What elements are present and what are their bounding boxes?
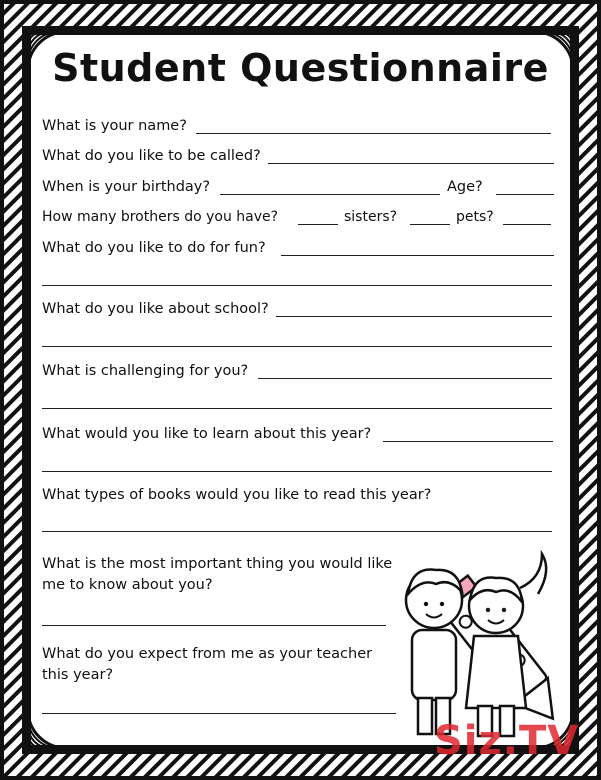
watermark: Siz.TV: [434, 718, 580, 764]
page-title: Student Questionnaire: [52, 46, 549, 90]
answer-line-important[interactable]: [42, 625, 386, 626]
answer-line-sisters[interactable]: [410, 224, 450, 225]
answer-line-called[interactable]: [268, 163, 554, 164]
question-books: What types of books would you like to read this year?: [42, 487, 432, 503]
answer-line-expect[interactable]: [42, 713, 396, 714]
answer-line-learn[interactable]: [383, 441, 553, 442]
answer-line-pets[interactable]: [503, 224, 551, 225]
answer-line-books[interactable]: [42, 531, 552, 532]
answer-line-challenging-2[interactable]: [42, 408, 552, 409]
question-important-line1: What is the most important thing you would like: [42, 556, 393, 572]
corner-rosette-icon: [26, 704, 72, 750]
answer-line-challenging[interactable]: [258, 378, 552, 379]
question-called: What do you like to be called?: [42, 148, 261, 164]
answer-line-learn-2[interactable]: [42, 471, 552, 472]
question-age: Age?: [447, 179, 483, 195]
question-name: What is your name?: [42, 118, 187, 134]
question-school: What do you like about school?: [42, 301, 269, 317]
question-learn: What would you like to learn about this year?: [42, 426, 372, 442]
question-brothers: How many brothers do you have?: [42, 209, 279, 225]
answer-line-fun[interactable]: [281, 255, 554, 256]
question-pets: pets?: [456, 209, 494, 225]
question-expect-line1: What do you expect from me as your teacher: [42, 646, 373, 662]
answer-line-school-2[interactable]: [42, 346, 552, 347]
answer-line-birthday[interactable]: [220, 194, 440, 195]
question-challenging: What is challenging for you?: [42, 363, 249, 379]
question-important-line2: me to know about you?: [42, 577, 213, 593]
answer-line-age[interactable]: [496, 194, 554, 195]
question-birthday: When is your birthday?: [42, 179, 211, 195]
answer-line-name[interactable]: [196, 133, 551, 134]
question-fun: What do you like to do for fun?: [42, 240, 266, 256]
answer-line-school[interactable]: [276, 316, 552, 317]
question-sisters: sisters?: [344, 209, 398, 225]
answer-line-fun-2[interactable]: [42, 285, 552, 286]
answer-line-brothers[interactable]: [298, 224, 338, 225]
question-expect-line2: this year?: [42, 667, 114, 683]
